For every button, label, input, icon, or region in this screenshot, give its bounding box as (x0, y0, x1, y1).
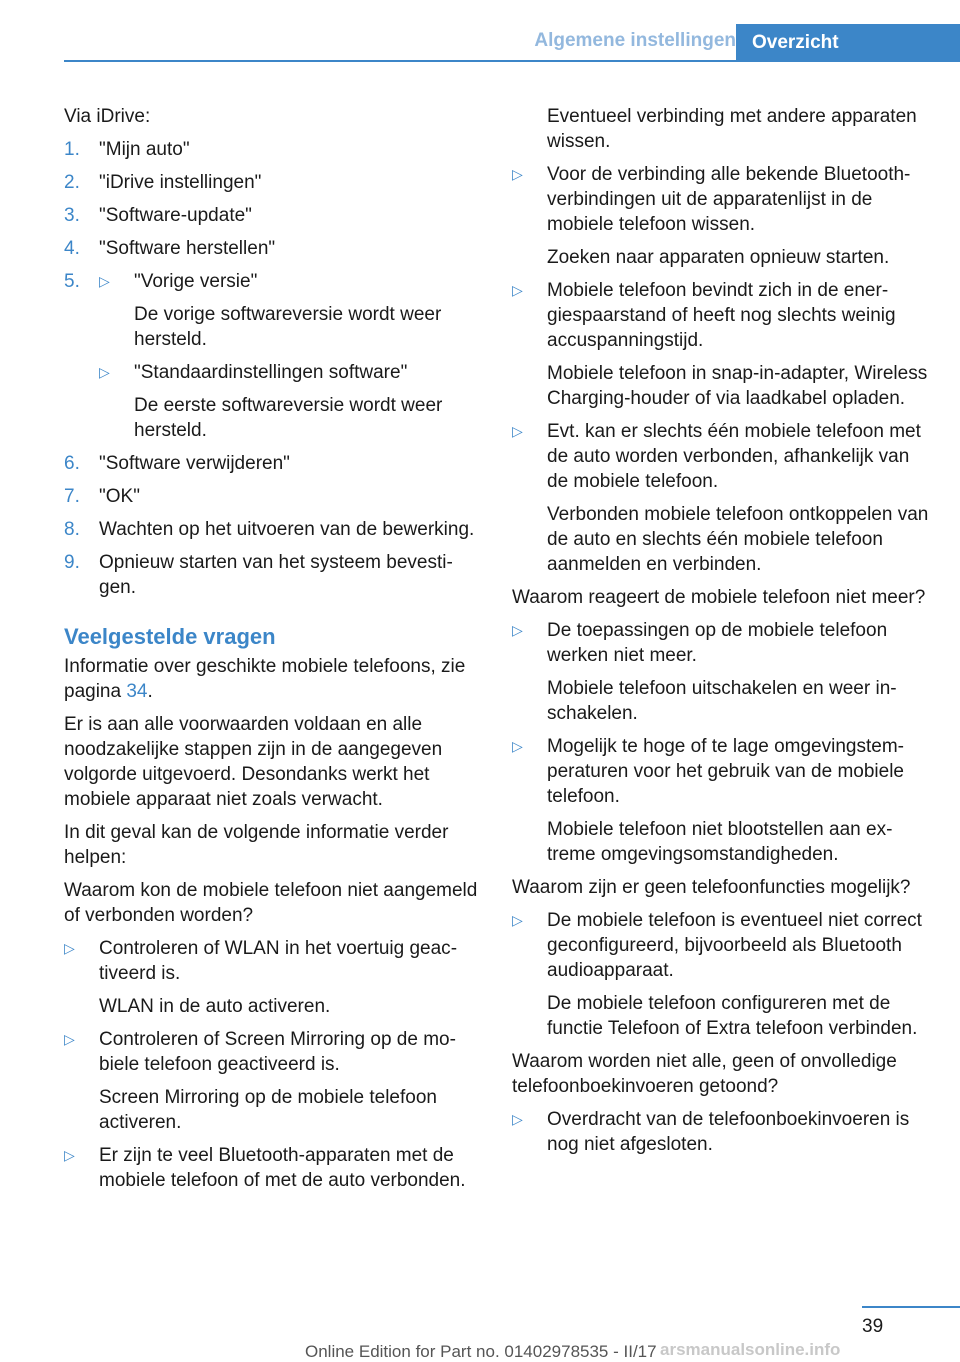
info-text: Informatie over geschikte mobiele telefoons, zie pagina (64, 656, 466, 702)
list-item (64, 517, 480, 542)
list-item (64, 269, 480, 443)
footer-rule (862, 1306, 960, 1308)
bullet-item (512, 278, 932, 411)
bullet-fix: WLAN in de auto activeren. (99, 996, 331, 1017)
info-paragraph (64, 654, 480, 704)
continued-item (512, 104, 932, 154)
question: Waarom worden niet alle, geen of onvolledige telefoonboekinvoeren getoond? (512, 1051, 897, 1097)
step-number: 2. (64, 172, 80, 193)
bullet-item (64, 1027, 480, 1135)
option-desc: De vorige softwareversie wordt weer hersteld. (134, 304, 442, 350)
sub-list-item (99, 360, 480, 443)
bullet-item (64, 1143, 480, 1193)
triangle-right-icon: ▷ (99, 273, 110, 289)
option-desc: De eerste softwareversie wordt weer hersteld. (134, 395, 443, 441)
bullet-fix: Screen Mirroring op de mobiele telefoon activeren. (99, 1087, 437, 1133)
bullet-fix: Mobiele telefoon niet blootstellen aan extreme omgevingsomstandigheden. (547, 819, 893, 865)
bullet-fix: Zoeken naar apparaten opnieuw starten. (547, 247, 890, 268)
watermark: arsmanualsonline.info (660, 1340, 841, 1359)
bullet-text: Overdracht van de telefoonboekinvoeren is nog niet afgesloten. (547, 1109, 910, 1155)
question: Waarom zijn er geen telefoonfuncties mogelijk? (512, 877, 911, 898)
bullet-item (512, 618, 932, 726)
page-header (64, 24, 960, 62)
bullet-text: Mogelijk te hoge of te lage omgevingstemperaturen voor het gebruik van de mobiele telefoon. (547, 736, 905, 807)
bullet-item (512, 908, 932, 1041)
bullet-item (512, 162, 932, 270)
step-text: "iDrive instellingen" (99, 172, 262, 193)
section-heading: Veelgestelde vragen (64, 624, 276, 649)
triangle-right-icon: ▷ (512, 622, 523, 638)
bullet-text: Controleren of Screen Mirroring op de mobiele telefoon geactiveerd is. (99, 1029, 456, 1075)
list-item (64, 170, 480, 195)
tab-overzicht[interactable]: Overzicht (736, 24, 960, 62)
bullet-item (512, 1107, 932, 1157)
triangle-right-icon: ▷ (512, 166, 523, 182)
step-number: 9. (64, 552, 80, 573)
step-text: "Software herstellen" (99, 238, 276, 259)
bullet-item (512, 734, 932, 867)
bullet-item (64, 936, 480, 1019)
bullet-fix: Eventueel verbinding met andere apparaten wissen. (547, 106, 917, 152)
edition-note: Online Edition for Part no. 01402978535 - II/17 (305, 1342, 657, 1361)
header-rule (64, 60, 960, 62)
intro-text: Via iDrive: (64, 106, 151, 127)
step-number: 4. (64, 238, 80, 259)
list-item (64, 137, 480, 162)
step-text: "Software verwijderen" (99, 453, 290, 474)
triangle-right-icon: ▷ (64, 940, 75, 956)
step-number: 3. (64, 205, 80, 226)
step-text: "OK" (99, 486, 140, 507)
bullet-text: Voor de verbinding alle bekende Bluetooth-verbindingen uit de apparatenlijst in de mobiele telefoon wissen. (547, 164, 911, 235)
bullet-text: Er zijn te veel Bluetooth-apparaten met de mobiele telefoon of met de auto verbonden. (99, 1145, 466, 1191)
triangle-right-icon: ▷ (512, 423, 523, 439)
step-text: Wachten op het uitvoeren van de bewerking. (99, 519, 475, 540)
step-text: "Software-update" (99, 205, 252, 226)
triangle-right-icon: ▷ (64, 1147, 75, 1163)
step-number: 1. (64, 139, 80, 160)
page-link[interactable]: 34 (126, 681, 148, 702)
list-item (64, 484, 480, 509)
step-number: 8. (64, 519, 80, 540)
bullet-item (512, 419, 932, 577)
step-number: 7. (64, 486, 80, 507)
paragraph: In dit geval kan de volgende informatie verder helpen: (64, 822, 449, 868)
question: Waarom kon de mobiele telefoon niet aangemeld of verbonden worden? (64, 880, 478, 926)
info-end: . (147, 681, 153, 702)
step-number: 6. (64, 453, 80, 474)
bullet-text: Evt. kan er slechts één mobiele telefoon met de auto worden verbonden, afhankelijk van de mobiele telefoon. (547, 421, 921, 492)
bullet-fix: Mobiele telefoon uitschakelen en weer inschakelen. (547, 678, 897, 724)
triangle-right-icon: ▷ (512, 912, 523, 928)
bullet-text: Controleren of WLAN in het voertuig geactiveerd is. (99, 938, 458, 984)
right-column (512, 104, 932, 1165)
question: Waarom reageert de mobiele telefoon niet meer? (512, 587, 926, 608)
list-item (64, 550, 480, 600)
section-title: Algemene instellingen (534, 30, 736, 51)
step-number: 5. (64, 271, 80, 292)
list-item (64, 236, 480, 261)
step-text: Opnieuw starten van het systeem bevestigen. (99, 552, 453, 598)
triangle-right-icon: ▷ (99, 364, 110, 380)
bullet-text: De toepassingen op de mobiele telefoon werken niet meer. (547, 620, 888, 666)
bullet-text: De mobiele telefoon is eventueel niet correct geconfigureerd, bijvoorbeeld als Bluetooth audioapparaat. (547, 910, 922, 981)
option-label: "Vorige versie" (134, 271, 258, 292)
page-number: 39 (862, 1316, 884, 1337)
sub-list-item (99, 269, 480, 352)
option-label: "Standaardinstellingen software" (134, 362, 408, 383)
left-column (64, 104, 480, 1201)
triangle-right-icon: ▷ (512, 738, 523, 754)
sub-list (99, 269, 480, 443)
bullet-fix: De mobiele telefoon configureren met de functie Telefoon of Extra telefoon verbinden. (547, 993, 918, 1039)
list-item (64, 203, 480, 228)
bullet-fix: Verbonden mobiele telefoon ontkoppelen van de auto en slechts één mobiele telefoon aanmelden en verbinden. (547, 504, 929, 575)
triangle-right-icon: ▷ (512, 282, 523, 298)
bullet-text: Mobiele telefoon bevindt zich in de energiespaarstand of heeft nog slechts weinig accuspanningstijd. (547, 280, 896, 351)
triangle-right-icon: ▷ (512, 1111, 523, 1127)
paragraph: Er is aan alle voorwaarden voldaan en alle noodzakelijke stappen zijn in de aangegeven volgorde uitgevoerd. Desondanks werkt het mobiele apparaat niet zoals verwacht. (64, 714, 443, 810)
step-text: "Mijn auto" (99, 139, 190, 160)
triangle-right-icon: ▷ (64, 1031, 75, 1047)
list-item (64, 451, 480, 476)
bullet-fix: Mobiele telefoon in snap-in-adapter, Wireless Charging-houder of via laadkabel opladen. (547, 363, 928, 409)
